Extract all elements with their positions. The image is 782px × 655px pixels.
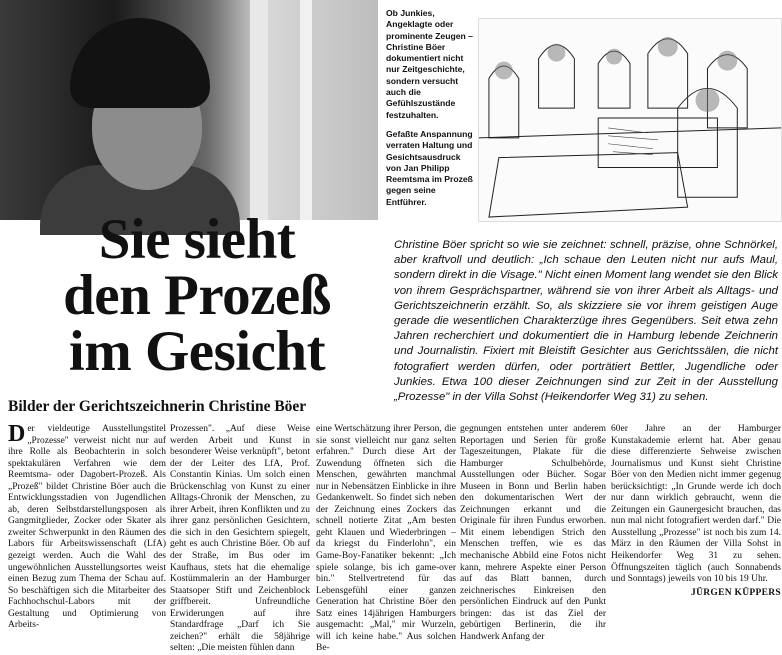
headline-line-1: Sie sieht (98, 208, 296, 271)
portrait-photo (0, 0, 378, 220)
author-byline: JÜRGEN KÜPPERS (691, 587, 781, 598)
subheadline: Bilder der Gerichtszeichnerin Christine Böer (8, 398, 307, 415)
article-column-5 (611, 424, 781, 599)
column-5-text: 60er Jahre an der Hamburger Kunstakademie erlernt hat. Aber genau diese differenzierte Sehweise zwischen Journalismus und Kunst sieht Christine Böer von den Medien nicht immer gegenug berücksichtigt: „In Grunde werde ich doch nur dann wirklich gebraucht, wenn die Zeitungen ein Gaunergesicht brauchen, das nun mal nicht fotografiert werden darf." Die Ausstellung „Prozesse" ist noch bis zum 14. März in den Räumen der Villa Sohst in Heikendorfer Weg 31 zu sehen. Öffnungszeiten täglich (auch Sonnabends und Sonntags) jeweils von 10 bis 19 Uhr. (611, 424, 781, 585)
column-3-text: eine Wertschätzung ihrer Person, die sie sonst vielleicht nur ganz selten erfahren." Durch diese Art der Zuwendung öffneten sich die Menschen, gewährten manchmal nur in Nebensätzen Einblicke in ihre Gedankenwelt. So findet sich neben der Zeichnung eines Zockers das schnell notierte Zitat „Am besten geht Klauen und Wiederbringen – da kriegst du Finderlohn", ein Game-Boy-Fanatiker bekennt: „Ich spiele solange, bis ich game-over bin." Stellvertretend für das Lebensgefühl einer ganzen Generation hat Christine Böer den Satz eines 14jährigen Hamburgers ausgemacht: „Mal," mir Wurzeln, will ich keine habe." Aus solchen Be- (316, 424, 456, 654)
column-1-text: er vieldeutige Ausstellungstitel „Prozesse" verweist nicht nur auf ihre Rolle als Beobachterin in solch spektakulären Verfahren wie dem Reemtsma- oder Dagobert-Prozeß. Als „Prozeß" bildet Christine Böer auch die Entwicklungsstadien von Jugendlichen ab, deren Selbstdarstellungsposen als Gangmitglieder, Zocker oder Skater als zweiter Schwerpunkt in den Räumen des Labors für Arbeitswissenschaft (LfA) gezeigt werden. Auch die Wahl des ungewöhnlichen Ausstellungsortes weist einen Bezug zum Thema der Schau auf. So beschäftigen sich die Mitarbeiter des Fachhochschul-Labors mit der Gestaltung und Optimierung von Arbeits- (8, 424, 166, 631)
caption-text-1: Ob Junkies, Angeklagte oder prominente Zeugen – Christine Böer dokumentiert nicht nur Zeitgeschichte, sondern versucht auch die Gefühlszustände festzuhalten. (386, 8, 473, 120)
headline-line-2: den Prozeß (63, 264, 331, 327)
article-column-2 (170, 424, 310, 655)
article-column-3 (316, 424, 456, 655)
courtroom-drawing (478, 18, 782, 222)
intro-paragraph: Christine Böer spricht so wie sie zeichnet: schnell, präzise, ohne Schnörkel, aber kraftvoll und deutlich: „Ich schaue den Leuten nicht nur aufs Maul, sondern direkt in die Visage." Nicht einen Moment lang wendet sie den Blick von ihrem Gesprächspartner, während sie von ihrer Arbeit als Alltags- und Gerichtszeichnerin erzählt. So, als skizziere sie vor ihrem geistigen Auge gerade die wesentlichen Charakterzüge ihres Gegenübers. Seit etwa zehn Jahren recherchiert und dokumentiert die in Hamburg lebende Zeichnerin und Journalistin. Fixiert mit Bleistift Gesichter aus Gerichtssälen, die nicht fotografiert werden dürfen, oder porträtiert Bettler, Jugendliche oder Junkies. Etwa 100 dieser Zeichnungen sind zur Zeit in der Ausstellung „Prozesse" in der Villa Sohst (Heikendorfer Weg 31) zu sehen. (394, 239, 778, 404)
article-column-1 (8, 421, 166, 632)
caption-text-2: Gefaßte Anspannung verraten Haltung und Gesichtsausdruck von Jan Philipp Reemtsma im Prozeß gegen seine Entführer. (386, 128, 473, 207)
article-column-4 (460, 424, 606, 643)
headline (12, 208, 382, 383)
photo-caption (386, 8, 476, 208)
drop-cap: D (8, 421, 26, 447)
column-2-text: Prozessen". „Auf diese Weise werden Arbeit und Kunst in besonderer Weise verknüpft", betont der der Leiter des LfA, Prof. Constantin Kinias. Um solch einen Brückenschlag von Kunst zu einer Alltags-Chronik der Menschen, zu ihrer Arbeit, ihren Konflikten und zu ihrer ganz persönlichen Gesichtern, die sich in den Gesichtern spiegelt, geht es auch Christine Böer. Ob auf der Straße, im Bus oder im Kaufhaus, stets hat die ehemalige Kostümmalerin an der Hamburger Staatsoper Stift und Zeichenblock griffbereit. Unfreundliche Erwiderungen auf ihre Standardfrage „Darf ich Sie zeichen?" erhält die 58jährige selten: „Die meisten fühlen dann (170, 424, 310, 654)
headline-line-3: im Gesicht (68, 320, 326, 383)
column-4-text: gegnungen entstehen unter anderem Reportagen und Serien für große Tageszeitungen, Plakate für die Hamburger Schulbehörde, Ausstellungen oder Bücher. Sogar Museen in Bonn und Berlin haben den dokumentarischen Wert der Zeichnungen erkannt und die Originale für ihren Fundus erworben. Mit einem lebendigen Strich den Menschen treffen, wie es das mechanische Abbild eine Fotos nicht kann, mehrere Aspekte einer Person auf das Blatt bannen, durch zeichnerisches Einkreisen den persönlichen Eindruck auf den Punkt bringen: das ist das Ziel der gebürtigen Berlinerin, die ihr Handwerk Anfang der (460, 424, 606, 642)
